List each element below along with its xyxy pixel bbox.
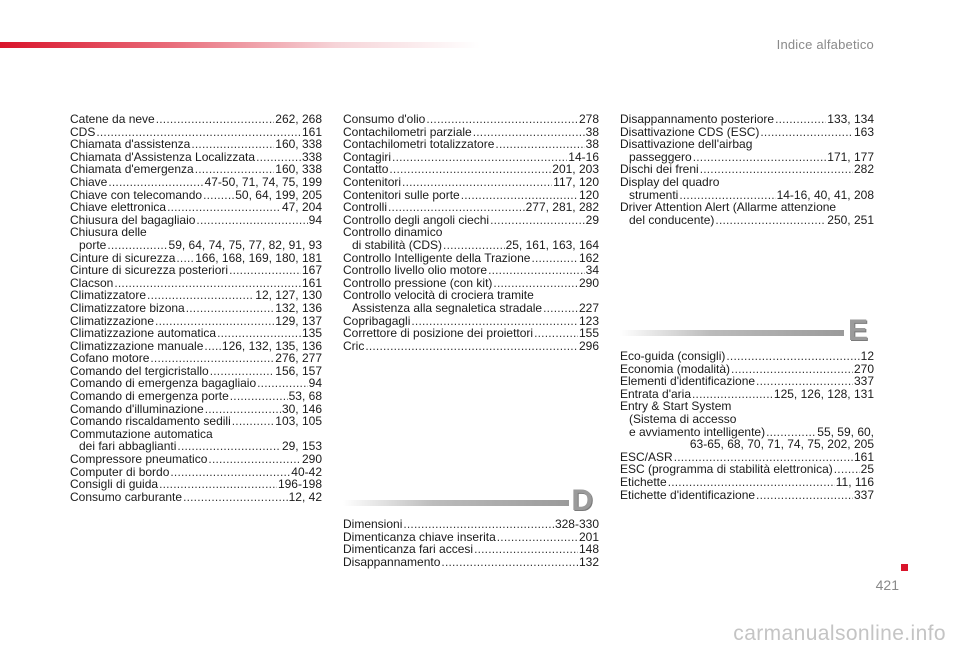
dot-leader [700,163,853,176]
entry-pages: 277, 281, 282 [525,200,599,215]
index-entry [343,543,599,556]
dot-leader [443,239,505,252]
entry-term: Controllo dinamico [343,225,443,240]
entry-term: Entrata d'aria [620,386,691,401]
entry-pages: 25 [860,462,874,477]
dot-leader [388,201,525,214]
entry-term: Contenitori sulle porte [343,187,460,202]
entry-term: CDS [70,124,96,139]
index-column-2 [343,113,599,352]
entry-pages: 290 [578,275,599,290]
entry-term: Controllo pressione (con kit) [343,275,493,290]
watermark: carmanualsonline.info [733,622,946,645]
entry-term: Chiusura delle [70,225,147,240]
dot-leader [543,302,578,315]
entry-pages: 133, 134 [827,112,874,126]
entry-term: Consumo carburante [70,489,183,504]
entry-term: Chiave [70,174,108,189]
dot-leader [183,491,288,504]
index-entry [70,264,322,277]
entry-term: Commutazione automatica [70,426,213,441]
dot-leader [497,531,578,544]
entry-pages: 196-198 [277,477,322,492]
entry-pages: 94 [308,376,322,391]
entry-term: Dimensioni [343,517,403,531]
entry-pages: 117, 120 [553,174,599,189]
dot-leader [217,327,301,340]
entry-pages: 161 [301,124,322,139]
dot-leader [392,151,567,164]
dot-leader [196,214,307,227]
index-entry [70,302,322,315]
index-entry [70,327,322,340]
entry-term: Contagiri [343,149,392,164]
section-d-list [343,518,599,568]
entry-pages: 63-65, 68, 70, 71, 74, 75, 202, 205 [689,437,874,452]
entry-pages: 125, 126, 128, 131 [773,386,874,401]
index-entry [343,556,599,569]
dot-leader [760,126,853,139]
index-entry [70,491,322,504]
dot-leader [531,252,578,265]
entry-pages: 282 [853,162,874,177]
index-entry [70,201,322,214]
entry-pages: 290 [301,452,322,467]
entry-term: Display del quadro [620,174,720,189]
entry-pages: 338 [301,149,322,164]
entry-pages: 55, 59, 60, [817,424,874,439]
index-entry [70,478,322,491]
entry-term: Climatizzazione [70,313,155,328]
entry-term: Chiamata d'emergenza [70,162,194,177]
entry-pages: 25, 161, 163, 164 [505,237,599,252]
dot-leader [495,138,584,151]
entry-term: ESC (programma di stabilità elettronica) [620,462,833,477]
dot-leader [668,476,835,489]
entry-term: Etichette [620,474,667,489]
entry-pages: 14-16, 40, 41, 208 [776,187,874,202]
index-column-3 [620,113,874,226]
entry-term: Disattivazione CDS (ESC) [620,124,760,139]
entry-pages: 161 [301,275,322,290]
entry-term: Chiamata d'Assistenza Localizzata [70,149,256,164]
entry-term: Catene da neve [70,112,155,126]
entry-pages: 29, 153 [281,439,322,454]
entry-term: Climatizzatore [70,288,147,303]
entry-pages: 47, 204 [281,200,322,215]
index-entry [343,201,599,214]
dot-leader [203,189,234,202]
index-entry [620,476,874,489]
index-entry [70,352,322,365]
entry-pages: 29 [585,212,599,227]
entry-term: Consigli di guida [70,477,159,492]
entry-term: Contachilometri totalizzatore [343,137,495,152]
entry-pages: 129, 137 [275,313,322,328]
dot-leader [474,543,578,556]
dot-leader [191,138,274,151]
dot-leader [150,352,274,365]
entry-term: Comando riscaldamento sedili [70,414,231,429]
index-entry [620,113,874,126]
entry-term: Controllo degli angoli ciechi [343,212,490,227]
entry-term: passeggero [629,149,692,164]
entry-term: Chiave elettronica [70,200,167,215]
dot-leader [186,302,275,315]
entry-pages: 201 [578,529,599,544]
entry-pages: 328-330 [554,517,599,531]
entry-term: Controllo livello olio motore [343,263,488,278]
entry-pages: 227 [578,300,599,315]
section-e-bar [620,330,844,336]
entry-term: Controlli [343,200,388,215]
entry-term: Contenitori [343,174,402,189]
dot-leader [693,151,827,164]
index-entry [70,113,322,126]
entry-term: Economia (modalità) [620,361,731,376]
index-entry [620,214,874,227]
entry-pages: 160, 338 [275,137,322,152]
index-entry [620,375,874,388]
entry-pages: 126, 132, 135, 136 [221,338,322,353]
entry-pages: 123 [578,313,599,328]
entry-term: Controllo Intelligente della Trazione [343,250,531,265]
entry-term: Comando del tergicristallo [70,363,209,378]
entry-pages: 34 [585,263,599,278]
entry-pages: 103, 105 [275,414,322,429]
entry-term: Comando di emergenza porte [70,389,229,404]
entry-term: Climatizzazione automatica [70,326,217,341]
entry-term: Clacson [70,275,114,290]
entry-pages: 160, 338 [275,162,322,177]
section-e-letter: E [847,314,868,347]
entry-term: dei fari abbaglianti [79,439,177,454]
index-entry [343,518,599,531]
dot-leader [167,201,281,214]
entry-pages: 14-16 [568,149,599,164]
index-entry [70,176,322,189]
dot-leader [389,163,551,176]
page-marker [901,564,908,571]
dot-leader [715,214,826,227]
entry-pages: 167 [301,263,322,278]
index-entry [620,350,874,363]
entry-pages: 47-50, 71, 74, 75, 199 [204,174,322,189]
entry-pages: 166, 168, 169, 180, 181 [195,250,322,265]
entry-term: Dimenticanza chiave inserita [343,529,496,544]
entry-term: Copribagagli [343,313,411,328]
entry-pages: 162 [578,250,599,265]
entry-term: Consumo d'olio [343,112,426,126]
entry-term: Cinture di sicurezza [70,250,176,265]
dot-leader [208,453,301,466]
entry-pages: 135 [301,326,322,341]
entry-pages: 38 [585,124,599,139]
index-entry [620,438,874,451]
entry-term: (Sistema di accesso [629,411,737,426]
entry-term: Correttore di posizione dei proiettori [343,326,534,341]
dot-leader [156,113,275,126]
dot-leader [159,478,277,491]
entry-pages: 12, 42 [288,489,322,504]
entry-term: Computer di bordo [70,464,170,479]
entry-pages: 276, 277 [275,351,322,366]
entry-term: Compressore pneumatico [70,452,208,467]
entry-term: Etichette d'identificazione [620,487,756,502]
header-accent-bar [0,42,480,48]
entry-term: Cric [343,338,365,353]
dot-leader [402,176,552,189]
index-entry [343,138,599,151]
dot-leader [204,340,221,353]
index-column-1 [70,113,322,503]
entry-pages: 120 [578,187,599,202]
entry-pages: 12 [860,349,874,363]
entry-term: Assistenza alla segnaletica stradale [352,300,543,315]
entry-pages: 171, 177 [827,149,874,164]
entry-pages: 12, 127, 130 [255,288,322,303]
index-entry [343,302,599,315]
entry-term: Chiusura del bagagliaio [70,212,196,227]
index-entry [620,413,874,426]
entry-term: Elementi d'identificazione [620,374,756,389]
entry-term: Contatto [343,162,389,177]
dot-leader [107,239,167,252]
entry-term: Dischi dei freni [620,162,699,177]
entry-term: Dimenticanza fari accesi [343,542,474,557]
entry-term: Climatizzatore bizona [70,300,185,315]
dot-leader [488,264,585,277]
entry-pages: 38 [585,137,599,152]
entry-term: Climatizzazione manuale [70,338,204,353]
index-entry [620,489,874,502]
entry-pages: 94 [308,212,322,227]
index-entry [70,390,322,403]
index-entry [70,239,322,252]
entry-term: ESC/ASR [620,449,673,464]
dot-leader [441,556,578,569]
section-e-header [620,314,874,352]
entry-pages: 30, 146 [281,401,322,416]
entry-term: Disappannamento [343,554,441,569]
index-entry [620,201,874,214]
entry-term: Chiave con telecomando [70,187,203,202]
dot-leader [426,113,578,126]
entry-term: del conducente) [629,212,715,227]
entry-pages: 161 [853,449,874,464]
entry-pages: 201, 203 [552,162,599,177]
entry-term: di stabilità (CDS) [352,237,443,252]
dot-leader [108,176,203,189]
index-entry [343,176,599,189]
index-entry [70,138,322,151]
entry-pages: 155 [578,326,599,341]
entry-term: Chiamata d'assistenza [70,137,191,152]
entry-term: e avviamento intelligente) [629,424,766,439]
entry-pages: 148 [578,542,599,557]
index-entry [70,453,322,466]
entry-pages: 40-42 [291,464,322,479]
entry-pages: 11, 116 [835,474,874,489]
entry-term: Eco-guida (consigli) [620,349,726,363]
entry-pages: 278 [578,112,599,126]
entry-term: Contachilometri parziale [343,124,472,139]
dot-leader [756,375,853,388]
entry-pages: 270 [853,361,874,376]
entry-term: Comando d'illuminazione [70,401,204,416]
entry-term: Comando di emergenza bagagliaio [70,376,257,391]
entry-term: Entry & Start System [620,399,732,414]
dot-leader [365,340,578,353]
entry-term: Driver Attention Alert (Allarme attenzione [620,200,837,215]
entry-term: Cofano motore [70,351,150,366]
entry-pages: 132, 136 [275,300,322,315]
entry-term: Controllo velocità di crociera tramite [343,288,534,303]
entry-term: strumenti [629,187,679,202]
index-entry [620,176,874,189]
entry-term: porte [79,237,107,252]
index-entry [343,340,599,353]
entry-pages: 156, 157 [275,363,322,378]
entry-pages: 132 [578,554,599,569]
dot-leader [403,518,554,531]
index-entry [343,113,599,126]
page-title: Indice alfabetico [776,37,874,52]
dot-leader [229,264,301,277]
section-d-letter: D [571,484,593,517]
entry-pages: 337 [853,374,874,389]
dot-leader [232,415,275,428]
dot-leader [756,489,853,502]
dot-leader [534,327,578,340]
entry-pages: 50, 64, 199, 205 [235,187,322,202]
entry-pages: 53, 68 [288,389,322,404]
entry-pages: 296 [578,338,599,353]
entry-pages: 262, 268 [275,112,322,126]
index-entry [343,239,599,252]
dot-leader [230,390,288,403]
entry-pages: 163 [853,124,874,139]
page-number: 421 [875,577,899,593]
index-entry [620,138,874,151]
entry-pages: 59, 64, 74, 75, 77, 82, 91, 93 [168,237,322,252]
entry-term: Disattivazione dell'airbag [620,137,753,152]
section-e-list [620,350,874,501]
entry-pages: 250, 251 [827,212,874,227]
entry-term: Cinture di sicurezza posteriori [70,263,229,278]
section-d-bar [343,500,569,506]
dot-leader [726,350,859,363]
index-entry [343,327,599,340]
index-entry [343,264,599,277]
dot-leader [775,113,826,126]
entry-pages: 337 [853,487,874,502]
dot-leader [170,466,290,479]
dot-leader [490,214,585,227]
entry-term: Disappannamento posteriore [620,112,775,126]
